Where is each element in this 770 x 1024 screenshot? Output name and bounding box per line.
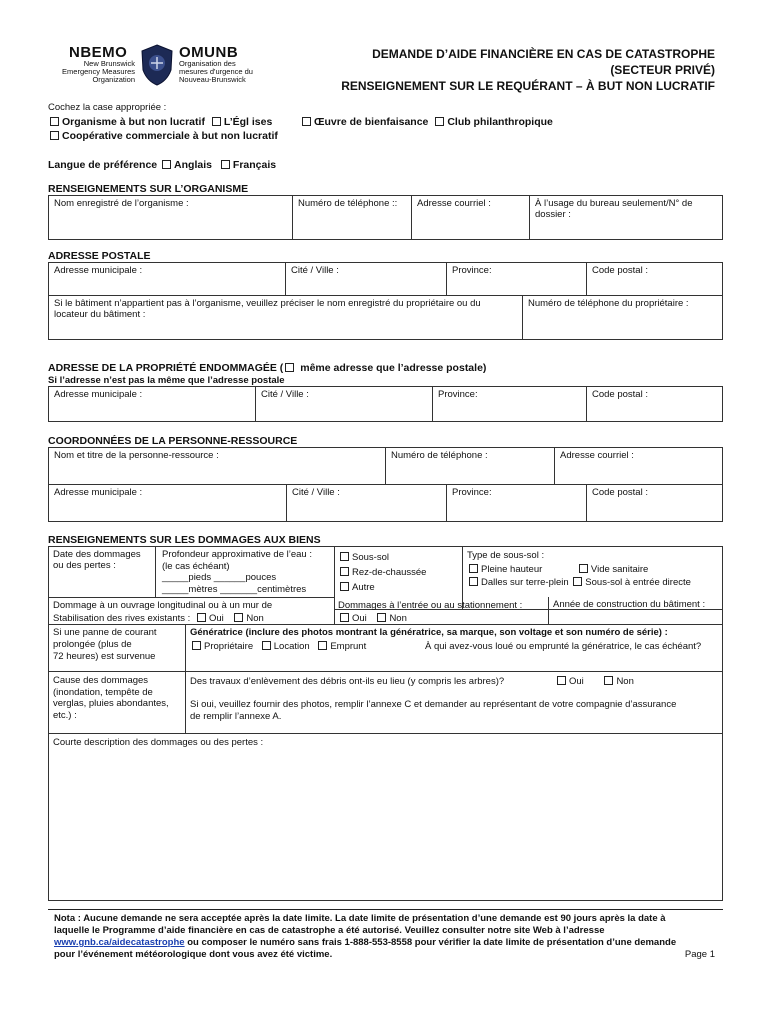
field-label: verglas, pluies abondantes, [53, 698, 169, 709]
checkbox[interactable] [340, 552, 349, 561]
field-label: Cause des dommages [53, 675, 149, 686]
language-row [48, 159, 276, 171]
damaged-code-field[interactable] [586, 386, 723, 422]
section-title-text: ADRESSE DE LA PROPRIÉTÉ ENDOMMAGÉE ( [48, 362, 284, 374]
option-label: Location [273, 641, 310, 652]
checkbox[interactable] [50, 131, 59, 140]
option-label: Non [389, 613, 407, 624]
option-label: Sous-sol [352, 552, 389, 563]
checkbox[interactable] [579, 564, 588, 573]
checkbox[interactable] [557, 676, 566, 685]
damaged-street-field[interactable] [48, 386, 256, 422]
option-label: Dalles sur terre-plein [481, 577, 569, 588]
checkbox[interactable] [377, 613, 386, 622]
water-depth-label [162, 549, 312, 595]
org-type-row [300, 116, 553, 128]
field-label: Adresse municipale : [54, 487, 143, 498]
checkbox[interactable] [469, 564, 478, 573]
website-link[interactable]: www.gnb.ca/aidecatastrophe [54, 937, 185, 948]
checkbox-same-address[interactable] [285, 363, 294, 372]
org-type-row [48, 130, 278, 142]
checkbox[interactable] [262, 641, 271, 650]
entrance-damage [338, 599, 522, 625]
nbemo-wordmark: NBEMO [69, 44, 128, 61]
field-label: Numéro de téléphone :: [298, 198, 398, 209]
option-label: Oui [208, 613, 224, 624]
field-label: Si oui, veuillez fournir des photos, remplir l’annexe C et demander au représentant de votre compagnie d’assurance [190, 699, 677, 710]
option-label: Propriétaire [204, 641, 254, 652]
option-label: Rez-de-chaussée [352, 567, 427, 578]
section-title [48, 362, 486, 374]
contact-code-field[interactable] [586, 484, 723, 522]
omunb-wordmark: OMUNB [179, 44, 239, 61]
field-label: Code postal : [592, 265, 648, 276]
generator-question: À qui avez-vous loué ou emprunté la génératrice, le cas échéant? [425, 641, 702, 652]
checkbox[interactable] [604, 676, 613, 685]
logo-text: New Brunswick [83, 59, 135, 68]
checkbox[interactable] [197, 613, 206, 622]
section-title: RENSEIGNEMENTS SUR LES DOMMAGES AUX BIENS [48, 534, 321, 546]
field-label: Date des dommages [53, 549, 141, 560]
option-label: Autre [352, 582, 375, 593]
construction-year-label: Année de construction du bâtiment : [553, 599, 706, 610]
section-title: COORDONNÉES DE LA PERSONNE-RESSOURCE [48, 435, 298, 447]
field-label: Type de sous-sol : [467, 550, 545, 561]
field-label: prolongée (plus de [53, 639, 132, 650]
checkbox-french[interactable] [221, 160, 230, 169]
checkbox[interactable] [573, 577, 582, 586]
option-label: Emprunt [330, 641, 367, 652]
field-label: Cité / Ville : [291, 265, 339, 276]
org-type-label: Coopérative commerciale à but non lucratif [62, 130, 278, 142]
language-option: Anglais [174, 159, 212, 171]
checkbox[interactable] [340, 567, 349, 576]
owner-phone-field[interactable] [522, 295, 723, 340]
checkbox[interactable] [318, 641, 327, 650]
field-label: Nom enregistré de l’organisme : [54, 198, 189, 209]
org-type-label: Œuvre de bienfaisance [314, 116, 429, 128]
generator-options [190, 641, 366, 652]
damaged-city-field[interactable] [255, 386, 433, 422]
checkbox[interactable] [469, 577, 478, 586]
page-number: Page 1 [684, 949, 715, 960]
checkbox[interactable] [212, 117, 221, 126]
damage-description-field[interactable] [53, 737, 263, 748]
field-label: Code postal : [592, 389, 648, 400]
checkbox[interactable] [192, 641, 201, 650]
logo-text: mesures d'urgence du [179, 67, 253, 76]
field-label: Si le bâtiment n’appartient pas à l’organisme, veuillez préciser le nom enregistré du propriétaire ou du [54, 298, 481, 309]
checkbox-english[interactable] [162, 160, 171, 169]
org-name-field[interactable] [48, 195, 293, 240]
option-label: Oui [569, 676, 584, 687]
title-line: DEMANDE D’AIDE FINANCIÈRE EN CAS DE CATASTROPHE [372, 47, 715, 61]
field-label: (le cas échéant) [162, 560, 230, 572]
logo-text: Organization [92, 75, 135, 84]
option-label: Vide sanitaire [590, 563, 649, 575]
logo-text: Organisation des [179, 59, 236, 68]
field-label: dossier : [535, 209, 571, 220]
field-label: Courte description des dommages ou des pertes : [53, 737, 264, 748]
field-label: Adresse municipale : [54, 389, 143, 400]
field-label: Adresse municipale : [54, 265, 143, 276]
note-text: ou composer le numéro sans frais 1-888-553-8558 pour vérifier la date limite de présentation d’une demande [184, 937, 677, 948]
note-text: Nota : Aucune demande ne sera acceptée après la date limite. La date limite de présentation d’une demande est 90 jours après la date à [54, 913, 666, 924]
field-label: Province: [438, 389, 478, 400]
field-label: ou des pertes : [53, 560, 116, 571]
org-email-field[interactable] [411, 195, 530, 240]
level-options [338, 550, 426, 595]
crest-icon [140, 44, 174, 86]
logo [55, 44, 265, 88]
checkbox[interactable] [234, 613, 243, 622]
section-subtitle: Si l’adresse n’est pas la même que l’adresse postale [48, 375, 285, 386]
contact-email-field[interactable] [554, 447, 723, 485]
language-option: Français [232, 159, 277, 171]
field-label: Province: [452, 487, 492, 498]
generator-label: Génératrice (inclure des photos montrant la génératrice, sa marque, son voltage et son numéro de série) : [190, 627, 668, 638]
org-phone-field[interactable] [292, 195, 412, 240]
contact-street-field[interactable] [48, 484, 287, 522]
postal-province-field[interactable] [446, 262, 587, 296]
option-label: Pleine hauteur [481, 563, 543, 575]
field-label: (inondation, tempête de [53, 686, 153, 698]
power-outage-label [53, 627, 157, 663]
title-line: (SECTEUR PRIVÉ) [610, 63, 715, 77]
note-box [48, 909, 723, 967]
field-label: etc.) : [53, 709, 77, 721]
postal-city-field[interactable] [285, 262, 447, 296]
check-prompt: Cochez la case appropriée : [48, 102, 167, 113]
photos-instructions [190, 699, 676, 723]
field-label: Numéro de téléphone : [391, 450, 488, 461]
field-label: Si une panne de courant [53, 627, 157, 638]
field-label: Adresse courriel : [560, 450, 634, 461]
org-type-label: L’Égl ises [223, 116, 273, 128]
option-label: Non [616, 676, 634, 687]
postal-code-field[interactable] [586, 262, 723, 296]
checkbox[interactable] [435, 117, 444, 126]
field-label: Adresse courriel : [417, 198, 491, 209]
postal-street-field[interactable] [48, 262, 286, 296]
field-label: 72 heures) est survenue [53, 651, 156, 662]
field-label: Cité / Ville : [261, 389, 309, 400]
field-label: Code postal : [592, 487, 648, 498]
field-label: Nom et titre de la personne-ressource : [54, 450, 219, 461]
depth-feet-inches[interactable]: _____pieds ______pouces [162, 572, 277, 583]
damage-cause-label [53, 675, 169, 721]
contact-phone-field[interactable] [385, 447, 555, 485]
checkbox[interactable] [340, 613, 349, 622]
field-label: Profondeur approximative de l’eau : [162, 549, 312, 560]
contact-city-field[interactable] [286, 484, 447, 522]
field-label: Dommage à un ouvrage longitudinal ou à un mur de [53, 600, 273, 611]
field-label: locateur du bâtiment : [54, 309, 146, 320]
option-label: Non [246, 613, 264, 624]
field-label: À l’usage du bureau seulement/N° de [535, 198, 693, 209]
contact-name-field[interactable] [48, 447, 386, 485]
field-label: Dommages à l’entrée ou au stationnement : [338, 600, 523, 611]
language-label: Langue de préférence [48, 159, 158, 171]
note-text: laquelle le Programme d’aide financière en cas de catastrophe a été autorisé. Veuillez consulter notre site Web à l’adresse [54, 925, 605, 936]
basement-type [467, 549, 691, 590]
org-type-label: Club philanthropique [447, 116, 553, 128]
field-label: de remplir l’annexe A. [190, 711, 282, 722]
damaged-province-field[interactable] [432, 386, 587, 422]
option-label: Oui [352, 613, 367, 624]
checkbox[interactable] [50, 117, 59, 126]
checkbox[interactable] [302, 117, 311, 126]
checkbox[interactable] [340, 582, 349, 591]
note-text: pour l’événement météorologique dont vous avez été victime. [54, 949, 333, 960]
option-label: Sous-sol à entrée directe [585, 577, 691, 588]
form-title [341, 46, 715, 94]
section-title: ADRESSE POSTALE [48, 250, 151, 262]
contact-province-field[interactable] [446, 484, 587, 522]
debris-question: Des travaux d’enlèvement des débris ont-ils eu lieu (y compris les arbres)? [190, 676, 505, 687]
title-line: RENSEIGNEMENT SUR LE REQUÉRANT – À BUT NON LUCRATIF [341, 79, 715, 93]
debris-options [555, 676, 634, 687]
owner-name-field[interactable] [48, 295, 523, 340]
section-title-text: même adresse que l’adresse postale) [297, 362, 487, 374]
field-label: Stabilisation des rives existants : [53, 613, 191, 624]
office-use-field[interactable] [529, 195, 723, 240]
org-type-label: Organisme à but non lucratif [62, 116, 205, 128]
logo-text: Nouveau-Brunswick [179, 75, 246, 84]
section-title: RENSEIGNEMENTS SUR L’ORGANISME [48, 183, 249, 195]
shoreline-structure [53, 599, 272, 625]
field-label: Cité / Ville : [292, 487, 340, 498]
field-label: Province: [452, 265, 492, 276]
logo-text: Emergency Measures [62, 67, 135, 76]
damage-date-label [53, 549, 141, 571]
org-type-row [48, 116, 272, 128]
depth-metres-cm[interactable]: _____mètres _______centimètres [162, 583, 307, 595]
field-label: Numéro de téléphone du propriétaire : [528, 298, 689, 309]
